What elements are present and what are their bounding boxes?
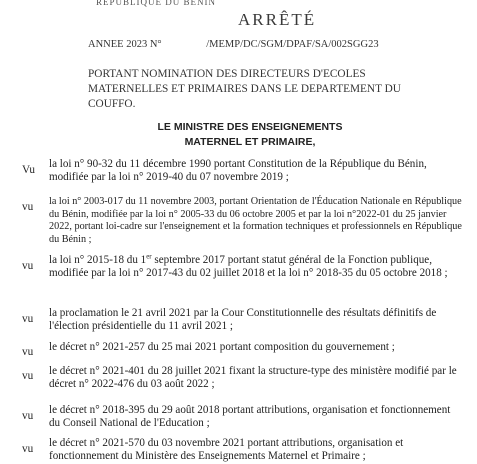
reference-line [88,39,379,50]
vu-label: vu [22,370,34,382]
handwritten-number-placeholder [164,39,206,50]
minister-heading [150,120,350,150]
vu-label: vu [22,410,34,422]
vu-label: Vu [22,164,36,176]
document-title: ARRÊTÉ [238,10,317,29]
vu-text: le décret n° 2021-257 du 25 mai 2021 portant composition du gouvernement ; [49,341,395,353]
reference-suffix: /MEMP/DC/SGM/DPAF/SA/002SGG23 [206,39,379,50]
vu-label: vu [22,313,34,325]
vu-text [49,254,464,281]
country-header: REPUBLIQUE DU BENIN [96,0,216,7]
vu-text-part-a: la loi n° 2015-18 du 1 [49,254,147,266]
vu-text: la loi n° 2003-017 du 11 novembre 2003, portant Orientation de l'Éducation Nationale en République du Bénin, modifiée par la loi n° 2005-33 du 06 octobre 2005 et par la loi n°2022-01 du 25 janvier 2022, portant loi-cadre sur l'enseignement et la formation techniques et professionnels en République du Bénin ; [49,196,462,245]
document-object: PORTANT NOMINATION DES DIRECTEURS D'ECOLES MATERNELLES ET PRIMAIRES DANS LE DEPARTEMENT DU COUFFO. [88,68,401,110]
vu-label: vu [22,443,34,455]
vu-text-part-b: septembre 2017 portant statut général de la Fonction publique, modifiée par la loi n° 2017-43 du 02 juillet 2018 et la loi n° 2018-35 du 05 octobre 2018 ; [49,254,448,280]
vu-text: le décret n° 2021-401 du 28 juillet 2021 fixant la structure-type des ministère modifié par le décret n° 2022-476 du 03 août 2022 ; [49,365,457,391]
vu-text: la proclamation le 21 avril 2021 par la Cour Constitutionnelle des résultats définitifs de l'élection présidentielle du 11 avril 2021 ; [49,307,437,333]
vu-label: vu [22,346,34,358]
vu-text: le décret n° 2018-395 du 29 août 2018 portant attributions, organisation et fonctionnement du Conseil National de l'Education ; [49,404,451,430]
reference-prefix: ANNEE 2023 N° [88,39,162,50]
vu-label: vu [22,260,34,272]
minister-line-2: MATERNEL ET PRIMAIRE, [184,136,316,148]
vu-text: la loi n° 90-32 du 11 décembre 1990 portant Constitution de la République du Bénin, modifiée par la loi n° 2019-40 du 07 novembre 2019 ; [49,158,427,184]
minister-line-1: LE MINISTRE DES ENSEIGNEMENTS [157,121,343,133]
vu-text-superscript: er [146,252,152,261]
vu-text: le décret n° 2021-570 du 03 novembre 2021 portant attributions, organisation et fonctionnement du Ministère des Enseignements Maternel et Primaire ; [49,437,404,463]
vu-label: vu [22,201,34,213]
